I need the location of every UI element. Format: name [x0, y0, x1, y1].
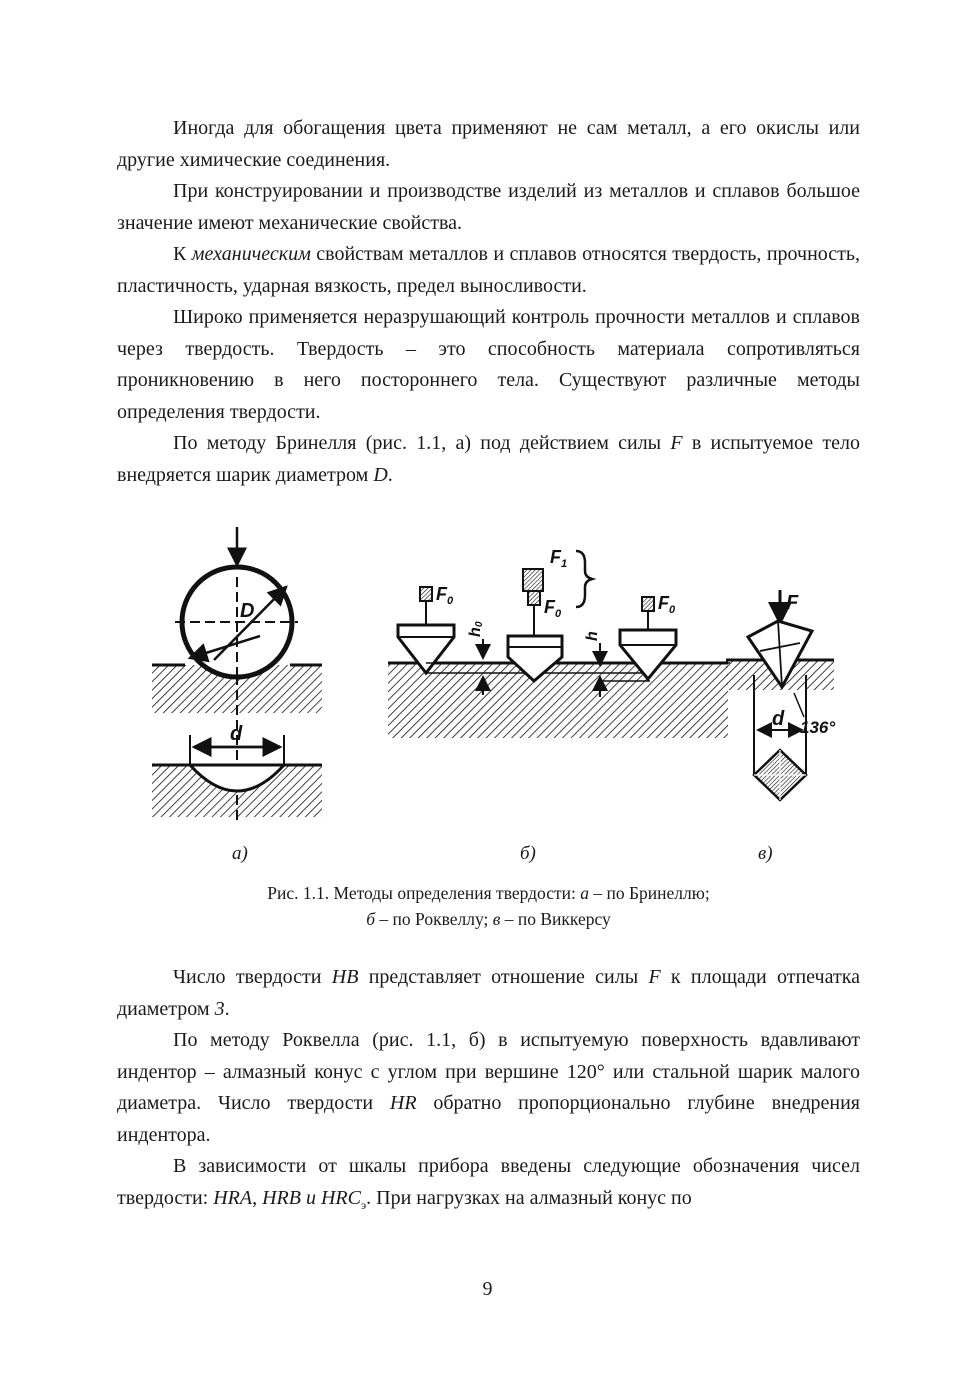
- load-brace: [576, 551, 592, 607]
- paragraph: Число твердости HB представляет отношение силы F к площади отпечатка диаметром 3.: [117, 966, 861, 1020]
- svg-text:0: 0: [555, 608, 562, 620]
- indenter-stage-2: [508, 547, 592, 681]
- svg-text:F: F: [544, 597, 555, 617]
- svg-text:F: F: [658, 593, 669, 613]
- emphasis: D: [373, 463, 388, 486]
- svg-text:0: 0: [474, 621, 485, 627]
- paragraph: Иногда для обогащения цвета применяют не сам металл, а его окислы или другие химические соединения.: [117, 117, 860, 171]
- emphasis: 3: [214, 997, 225, 1020]
- paragraph: В зависимости от шкалы прибора введены следующие обозначения чисел твердости: HRA, HRB и $HRC_э$. При нагрузках на алмазный конус по: [117, 1155, 860, 1212]
- emphasis: HRA, HRB и HRC: [213, 1186, 361, 1209]
- rockwell-diagram: [388, 547, 730, 738]
- emphasis: HB: [331, 966, 359, 988]
- emphasis: F: [670, 432, 683, 454]
- sublabel-b: б): [520, 843, 536, 864]
- emphasis: механическим: [191, 243, 311, 265]
- indenter-stage-1: [398, 584, 454, 673]
- emphasis: HR: [389, 1092, 417, 1114]
- paragraph: К механическим свойствам металлов и сплавов относятся твердость, прочность, пластичность, ударная вязкость, предел выносливости.: [117, 243, 861, 297]
- svg-text:0: 0: [669, 604, 676, 616]
- svg-text:h: h: [467, 627, 484, 637]
- paragraph: По методу Бринелля (рис. 1.1, а) под действием силы F в испытуемое тело внедряется шарик диаметром D.: [117, 432, 860, 486]
- diameter-label-D: D: [240, 600, 255, 622]
- page-number: 9: [482, 1278, 493, 1300]
- svg-text:1: 1: [561, 558, 568, 570]
- svg-text:F: F: [550, 547, 561, 567]
- paragraph: По методу Роквелла (рис. 1.1, б) в испытуемую поверхность вдавливают индентор – алмазный конус с углом при вершине 120° или стальной шарик малого диаметра. Число твердости HR обратно пропорционально глубине внедрения индентора.: [117, 1029, 860, 1146]
- brinell-upper: [152, 527, 322, 713]
- brinell-diagram: [152, 527, 322, 820]
- figure-caption: Рис. 1.1. Методы определения твердости: а – по Бринеллю; б – по Роквеллу; в – по Виккерсу: [267, 883, 710, 929]
- text-block-top: [117, 113, 860, 491]
- sublabel-a: а): [232, 843, 248, 864]
- svg-text:F: F: [786, 592, 799, 614]
- text-block-bottom: [117, 962, 860, 1221]
- svg-text:0: 0: [447, 595, 454, 607]
- paragraph: Широко применяется неразрушающий контроль прочности металлов и сплавов через твердость. Твердость – это способность материала сопротивляться проникновению в него постороннего тела. Существуют различные методы определения твердости.: [117, 306, 860, 423]
- hardness-methods-figure: [130, 525, 860, 870]
- figure-drawing: [130, 525, 860, 870]
- svg-text:d: d: [772, 708, 785, 730]
- svg-text:F: F: [436, 584, 447, 604]
- vickers-diagram: [726, 590, 835, 800]
- print-diameter-label-d: d: [230, 723, 243, 745]
- sublabel-c: в): [758, 843, 773, 864]
- svg-text:136°: 136°: [800, 718, 836, 737]
- emphasis: F: [648, 966, 661, 988]
- specimen-hatch: [388, 663, 728, 738]
- svg-text:h: h: [584, 631, 601, 641]
- paragraph: При конструировании и производстве изделий из металлов и сплавов большое значение имеют механические свойства.: [117, 180, 860, 234]
